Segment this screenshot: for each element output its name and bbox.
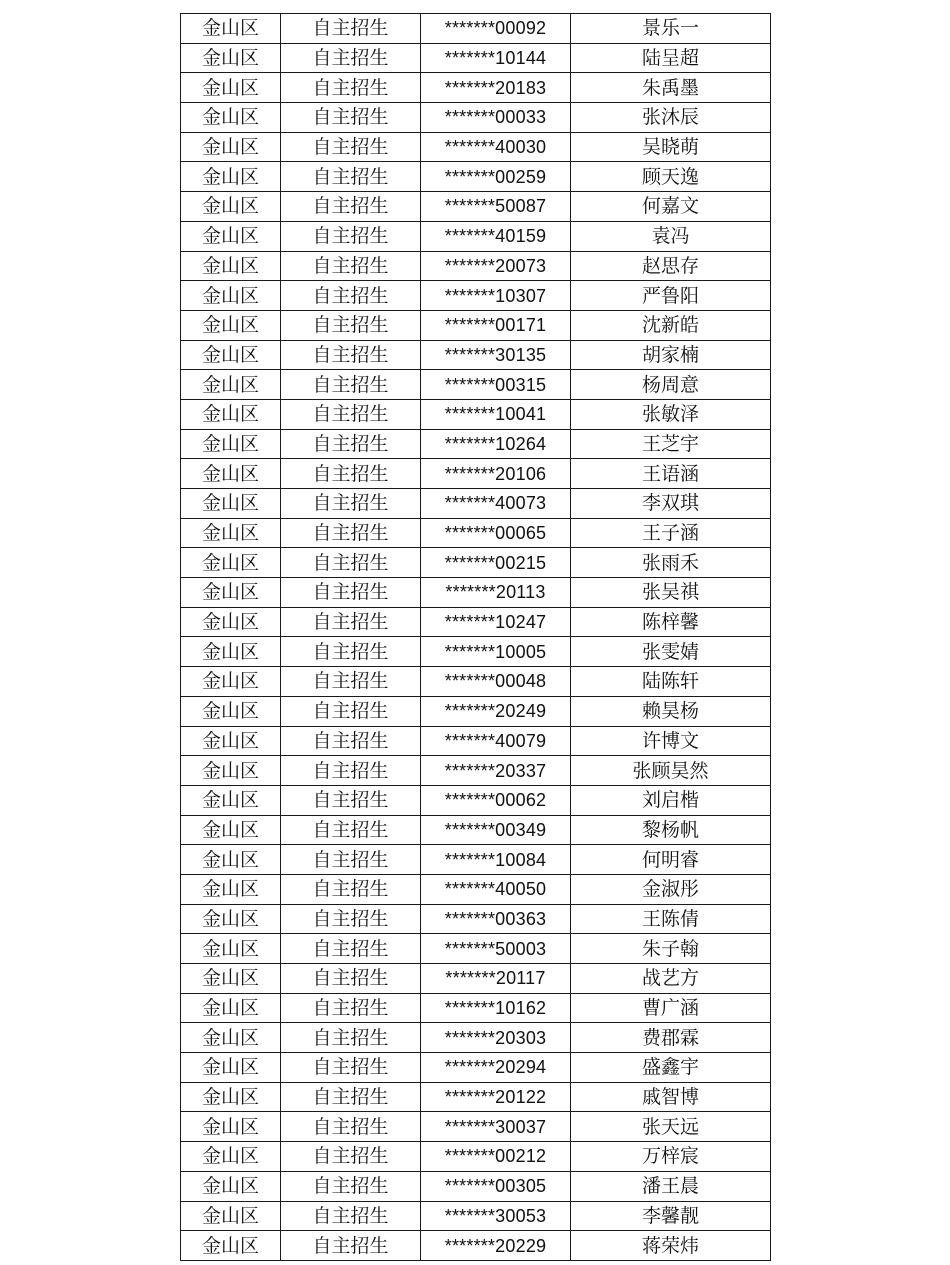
district-cell: 金山区	[181, 785, 281, 815]
table-row	[181, 1112, 771, 1142]
table-row	[181, 756, 771, 786]
student-name-cell: 张雯婧	[571, 637, 771, 667]
admission-type-cell: 自主招生	[281, 103, 421, 133]
student-name-cell: 张吴祺	[571, 578, 771, 608]
admission-type-cell: 自主招生	[281, 696, 421, 726]
table-row	[181, 1231, 771, 1261]
student-name-cell: 金淑彤	[571, 874, 771, 904]
admission-type-cell: 自主招生	[281, 815, 421, 845]
table-row	[181, 1201, 771, 1231]
table-row	[181, 132, 771, 162]
registration-number-cell: *******00171	[421, 310, 571, 340]
table-row	[181, 1142, 771, 1172]
district-cell: 金山区	[181, 1142, 281, 1172]
table-row	[181, 874, 771, 904]
district-cell: 金山区	[181, 637, 281, 667]
table-row	[181, 370, 771, 400]
registration-number-cell: *******50087	[421, 192, 571, 222]
district-cell: 金山区	[181, 548, 281, 578]
student-name-cell: 许博文	[571, 726, 771, 756]
student-name-cell: 戚智博	[571, 1082, 771, 1112]
registration-number-cell: *******20183	[421, 73, 571, 103]
table-row	[181, 399, 771, 429]
admission-type-cell: 自主招生	[281, 518, 421, 548]
district-cell: 金山区	[181, 43, 281, 73]
district-cell: 金山区	[181, 370, 281, 400]
registration-number-cell: *******20337	[421, 756, 571, 786]
table-row	[181, 43, 771, 73]
registration-number-cell: *******10264	[421, 429, 571, 459]
table-row	[181, 192, 771, 222]
district-cell: 金山区	[181, 607, 281, 637]
student-name-cell: 袁冯	[571, 221, 771, 251]
registration-number-cell: *******00215	[421, 548, 571, 578]
district-cell: 金山区	[181, 399, 281, 429]
table-row	[181, 1082, 771, 1112]
district-cell: 金山区	[181, 459, 281, 489]
admission-type-cell: 自主招生	[281, 14, 421, 44]
student-name-cell: 严鲁阳	[571, 281, 771, 311]
admission-type-cell: 自主招生	[281, 1171, 421, 1201]
district-cell: 金山区	[181, 251, 281, 281]
student-name-cell: 何明睿	[571, 845, 771, 875]
district-cell: 金山区	[181, 1231, 281, 1261]
district-cell: 金山区	[181, 310, 281, 340]
district-cell: 金山区	[181, 726, 281, 756]
district-cell: 金山区	[181, 103, 281, 133]
student-name-cell: 张敏泽	[571, 399, 771, 429]
district-cell: 金山区	[181, 1171, 281, 1201]
registration-number-cell: *******10307	[421, 281, 571, 311]
registration-number-cell: *******10005	[421, 637, 571, 667]
registration-number-cell: *******30053	[421, 1201, 571, 1231]
table-row	[181, 310, 771, 340]
table-row	[181, 696, 771, 726]
table-row	[181, 1053, 771, 1083]
table-row	[181, 993, 771, 1023]
admission-type-cell: 自主招生	[281, 874, 421, 904]
admission-type-cell: 自主招生	[281, 934, 421, 964]
table-row	[181, 637, 771, 667]
admission-type-cell: 自主招生	[281, 667, 421, 697]
district-cell: 金山区	[181, 132, 281, 162]
district-cell: 金山区	[181, 221, 281, 251]
registration-number-cell: *******30037	[421, 1112, 571, 1142]
admission-type-cell: 自主招生	[281, 192, 421, 222]
admission-type-cell: 自主招生	[281, 162, 421, 192]
student-name-cell: 张沐辰	[571, 103, 771, 133]
district-cell: 金山区	[181, 964, 281, 994]
district-cell: 金山区	[181, 73, 281, 103]
district-cell: 金山区	[181, 756, 281, 786]
admission-type-cell: 自主招生	[281, 43, 421, 73]
admission-type-cell: 自主招生	[281, 637, 421, 667]
admission-type-cell: 自主招生	[281, 726, 421, 756]
registration-number-cell: *******20117	[421, 964, 571, 994]
table-row	[181, 14, 771, 44]
student-name-cell: 万梓宸	[571, 1142, 771, 1172]
table-row	[181, 281, 771, 311]
registration-number-cell: *******20106	[421, 459, 571, 489]
district-cell: 金山区	[181, 1112, 281, 1142]
student-name-cell: 顾天逸	[571, 162, 771, 192]
student-name-cell: 李双琪	[571, 489, 771, 519]
admission-type-cell: 自主招生	[281, 785, 421, 815]
student-name-cell: 王子涵	[571, 518, 771, 548]
registration-number-cell: *******10144	[421, 43, 571, 73]
table-row	[181, 429, 771, 459]
admission-type-cell: 自主招生	[281, 370, 421, 400]
registration-number-cell: *******20122	[421, 1082, 571, 1112]
registration-number-cell: *******40073	[421, 489, 571, 519]
admission-type-cell: 自主招生	[281, 1142, 421, 1172]
student-name-cell: 陆陈轩	[571, 667, 771, 697]
table-row	[181, 934, 771, 964]
student-name-cell: 费郡霖	[571, 1023, 771, 1053]
table-row	[181, 1023, 771, 1053]
registration-number-cell: *******00048	[421, 667, 571, 697]
admission-type-cell: 自主招生	[281, 251, 421, 281]
registration-number-cell: *******40079	[421, 726, 571, 756]
table-row	[181, 904, 771, 934]
table-row	[181, 518, 771, 548]
student-name-cell: 张天远	[571, 1112, 771, 1142]
district-cell: 金山区	[181, 340, 281, 370]
admission-type-cell: 自主招生	[281, 548, 421, 578]
registration-number-cell: *******50003	[421, 934, 571, 964]
student-name-cell: 张雨禾	[571, 548, 771, 578]
district-cell: 金山区	[181, 1082, 281, 1112]
student-name-cell: 何嘉文	[571, 192, 771, 222]
table-row	[181, 221, 771, 251]
registration-number-cell: *******40030	[421, 132, 571, 162]
registration-number-cell: *******10041	[421, 399, 571, 429]
registration-number-cell: *******20073	[421, 251, 571, 281]
student-name-cell: 王语涵	[571, 459, 771, 489]
student-name-cell: 蒋荣炜	[571, 1231, 771, 1261]
registration-number-cell: *******40159	[421, 221, 571, 251]
table-body	[181, 14, 771, 1261]
student-name-cell: 朱禹墨	[571, 73, 771, 103]
student-name-cell: 胡家楠	[571, 340, 771, 370]
table-row	[181, 459, 771, 489]
registration-number-cell: *******00259	[421, 162, 571, 192]
registration-number-cell: *******10247	[421, 607, 571, 637]
registration-number-cell: *******20113	[421, 578, 571, 608]
student-name-cell: 赵思存	[571, 251, 771, 281]
student-name-cell: 杨周意	[571, 370, 771, 400]
registration-number-cell: *******00092	[421, 14, 571, 44]
admission-type-cell: 自主招生	[281, 73, 421, 103]
district-cell: 金山区	[181, 696, 281, 726]
student-name-cell: 潘王晨	[571, 1171, 771, 1201]
district-cell: 金山区	[181, 1201, 281, 1231]
admission-type-cell: 自主招生	[281, 1231, 421, 1261]
admission-type-cell: 自主招生	[281, 993, 421, 1023]
admission-type-cell: 自主招生	[281, 340, 421, 370]
registration-number-cell: *******10162	[421, 993, 571, 1023]
admission-type-cell: 自主招生	[281, 310, 421, 340]
admission-type-cell: 自主招生	[281, 281, 421, 311]
student-name-cell: 王芝宇	[571, 429, 771, 459]
student-name-cell: 朱子翰	[571, 934, 771, 964]
registration-number-cell: *******20229	[421, 1231, 571, 1261]
district-cell: 金山区	[181, 162, 281, 192]
admission-type-cell: 自主招生	[281, 132, 421, 162]
student-name-cell: 李馨靓	[571, 1201, 771, 1231]
admission-type-cell: 自主招生	[281, 489, 421, 519]
table-row	[181, 73, 771, 103]
student-name-cell: 赖昊杨	[571, 696, 771, 726]
student-name-cell: 吴晓萌	[571, 132, 771, 162]
student-name-cell: 沈新皓	[571, 310, 771, 340]
district-cell: 金山区	[181, 904, 281, 934]
table-row	[181, 726, 771, 756]
admission-type-cell: 自主招生	[281, 221, 421, 251]
registration-number-cell: *******10084	[421, 845, 571, 875]
district-cell: 金山区	[181, 845, 281, 875]
table-row	[181, 251, 771, 281]
table-row	[181, 607, 771, 637]
district-cell: 金山区	[181, 518, 281, 548]
admission-type-cell: 自主招生	[281, 1023, 421, 1053]
table-row	[181, 667, 771, 697]
admission-type-cell: 自主招生	[281, 429, 421, 459]
district-cell: 金山区	[181, 14, 281, 44]
district-cell: 金山区	[181, 1053, 281, 1083]
registration-number-cell: *******00065	[421, 518, 571, 548]
student-name-cell: 盛鑫宇	[571, 1053, 771, 1083]
district-cell: 金山区	[181, 192, 281, 222]
admission-type-cell: 自主招生	[281, 1112, 421, 1142]
registration-number-cell: *******20303	[421, 1023, 571, 1053]
district-cell: 金山区	[181, 934, 281, 964]
student-name-cell: 王陈倩	[571, 904, 771, 934]
student-name-cell: 黎杨帆	[571, 815, 771, 845]
admission-type-cell: 自主招生	[281, 1201, 421, 1231]
table-row	[181, 1171, 771, 1201]
district-cell: 金山区	[181, 578, 281, 608]
district-cell: 金山区	[181, 815, 281, 845]
admission-type-cell: 自主招生	[281, 904, 421, 934]
registration-number-cell: *******40050	[421, 874, 571, 904]
district-cell: 金山区	[181, 993, 281, 1023]
registration-number-cell: *******20294	[421, 1053, 571, 1083]
student-name-cell: 景乐一	[571, 14, 771, 44]
table-row	[181, 162, 771, 192]
admission-type-cell: 自主招生	[281, 756, 421, 786]
registration-number-cell: *******00315	[421, 370, 571, 400]
student-name-cell: 陈梓馨	[571, 607, 771, 637]
registration-number-cell: *******00212	[421, 1142, 571, 1172]
admission-type-cell: 自主招生	[281, 845, 421, 875]
registration-number-cell: *******30135	[421, 340, 571, 370]
district-cell: 金山区	[181, 874, 281, 904]
admission-type-cell: 自主招生	[281, 607, 421, 637]
table-row	[181, 785, 771, 815]
table-row	[181, 815, 771, 845]
student-name-cell: 曹广涵	[571, 993, 771, 1023]
student-name-cell: 张顾昊然	[571, 756, 771, 786]
registration-number-cell: *******20249	[421, 696, 571, 726]
table-row	[181, 845, 771, 875]
student-name-cell: 陆呈超	[571, 43, 771, 73]
district-cell: 金山区	[181, 489, 281, 519]
table-row	[181, 489, 771, 519]
admission-type-cell: 自主招生	[281, 459, 421, 489]
table-row	[181, 103, 771, 133]
student-name-cell: 刘启楷	[571, 785, 771, 815]
admission-type-cell: 自主招生	[281, 399, 421, 429]
student-name-cell: 战艺方	[571, 964, 771, 994]
registration-number-cell: *******00363	[421, 904, 571, 934]
registration-number-cell: *******00305	[421, 1171, 571, 1201]
table-row	[181, 964, 771, 994]
admission-type-cell: 自主招生	[281, 578, 421, 608]
admission-type-cell: 自主招生	[281, 1082, 421, 1112]
table-row	[181, 578, 771, 608]
registration-number-cell: *******00033	[421, 103, 571, 133]
district-cell: 金山区	[181, 1023, 281, 1053]
district-cell: 金山区	[181, 281, 281, 311]
table-row	[181, 548, 771, 578]
table-row	[181, 340, 771, 370]
registration-number-cell: *******00349	[421, 815, 571, 845]
registration-number-cell: *******00062	[421, 785, 571, 815]
admission-type-cell: 自主招生	[281, 1053, 421, 1083]
admission-type-cell: 自主招生	[281, 964, 421, 994]
district-cell: 金山区	[181, 667, 281, 697]
admission-list-table	[180, 13, 771, 1261]
district-cell: 金山区	[181, 429, 281, 459]
